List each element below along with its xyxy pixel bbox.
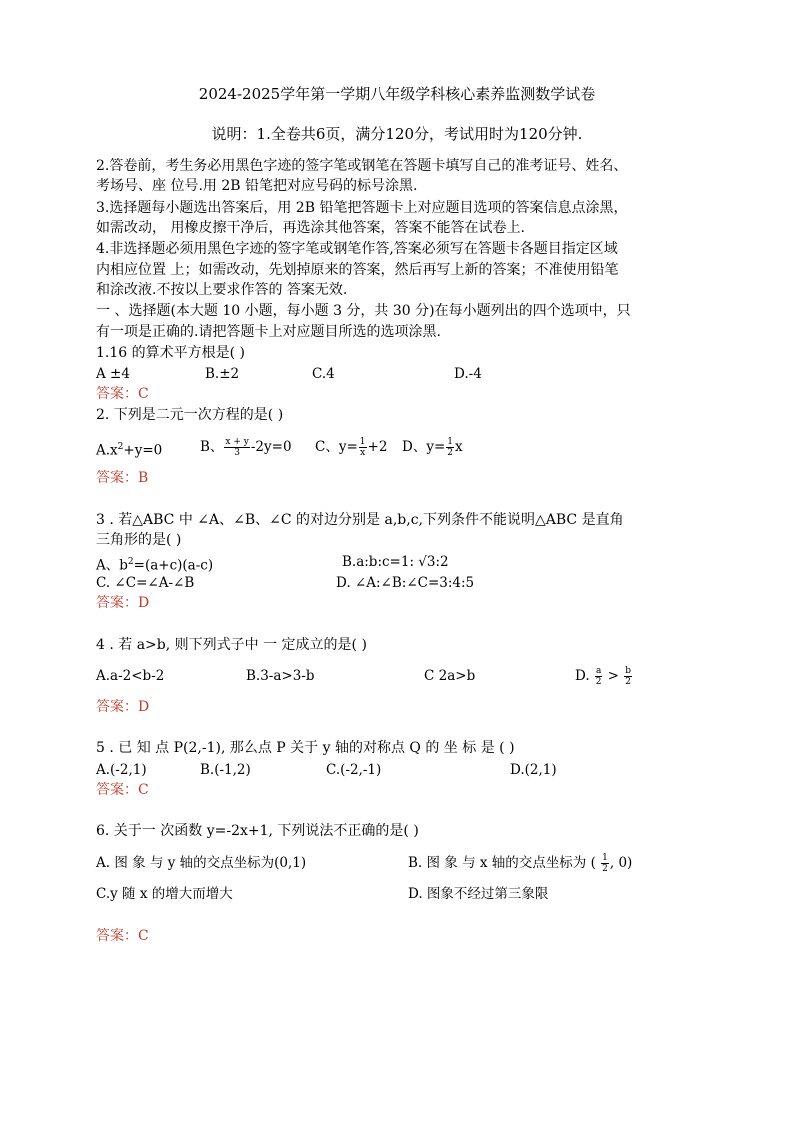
- q2-a-text: A.x: [96, 442, 118, 459]
- q2-c-denominator: x: [360, 448, 366, 458]
- q3-stem-b: 三角形的是( ): [96, 532, 182, 548]
- q6-b-fraction: [601, 853, 609, 874]
- instruction-3b: 如需改动， 用橡皮擦干净后，再选涂其他答案，答案不能答在试卷上.: [96, 220, 525, 236]
- q4-option-b: B.3-a>3-b: [246, 668, 315, 684]
- q3-a-rest: =(a+c)(a-c): [133, 557, 214, 574]
- q3-answer: 答案：D: [96, 595, 150, 611]
- q3-a-exponent: 2: [127, 557, 134, 567]
- q4-option-d: [575, 666, 633, 687]
- q2-d-numerator: 1: [447, 437, 453, 447]
- q2-option-b: [200, 437, 292, 458]
- q2-answer: 答案：B: [96, 470, 149, 486]
- q4-d-prefix: D.: [575, 668, 590, 684]
- instruction-4b: 内相应位置 上；如需改动，先划掉原来的答案，然后再写上新的答案；不准使用铅笔: [96, 262, 619, 278]
- q6-option-c: C.y 随 x 的增大而增大: [96, 886, 233, 902]
- q6-b-rest: , 0): [609, 855, 633, 871]
- q6-answer: 答案：C: [96, 928, 149, 944]
- instruction-3a: 3.选择题每小题选出答案后，用 2B 铅笔把答题卡上对应题目选项的答案信息点涂黑，: [96, 200, 628, 216]
- q4-d-fraction-1: [595, 666, 602, 687]
- q1-option-d: D.-4: [454, 366, 482, 382]
- q5-option-d: D.(2,1): [510, 762, 557, 778]
- q2-b-fraction: [224, 437, 249, 458]
- q2-d-rest: x: [455, 439, 463, 455]
- q4-answer: 答案：D: [96, 699, 150, 715]
- q2-option-c: [315, 437, 387, 458]
- section-heading-b: 有一项是正确的.请把答题卡上对应题目所选的选项涂黑.: [96, 324, 441, 340]
- q2-d-denominator: 2: [447, 448, 453, 458]
- q4-stem: 4 . 若 a>b, 则下列式子中 一 定成立的是( ): [96, 637, 367, 653]
- q5-answer: 答案：C: [96, 782, 149, 798]
- q6-option-b: [408, 853, 632, 874]
- q2-b-prefix: B、: [200, 439, 224, 455]
- instruction-4c: 和涂改液.不按以上要求作答的 答案无效.: [96, 282, 348, 298]
- q2-b-rest: -2y=0: [250, 439, 292, 455]
- q2-c-fraction: [359, 437, 367, 458]
- q5-option-c: C.(-2,-1): [326, 762, 382, 778]
- q5-stem: 5 . 已 知 点 P(2,-1), 那么点 P 关于 y 轴的对称点 Q 的 坐 标 是 ( ): [96, 740, 515, 756]
- q4-option-a: A.a-2<b-2: [96, 668, 165, 684]
- q2-option-a: [96, 437, 162, 461]
- q1-option-b: B.±2: [205, 366, 240, 382]
- exam-title: 2024-2025学年第一学期八年级学科核心素养监测数学试卷: [198, 85, 596, 103]
- instruction-1: 说明：1.全卷共6页，满分120分，考试用时为120分钟.: [211, 125, 583, 143]
- q2-c-numerator: 1: [359, 437, 366, 447]
- q3-option-a: [96, 552, 213, 576]
- q5-option-b: B.(-1,2): [200, 762, 251, 778]
- q6-option-a: A. 图 象 与 y 轴的交点坐标为(0,1): [96, 855, 307, 871]
- q6-b-numerator: 1: [602, 853, 608, 863]
- instruction-2b: 考场号、座 位号.用 2B 铅笔把对应号码的标号涂黑.: [96, 178, 418, 194]
- q2-a-exponent: 2: [117, 442, 124, 452]
- q1-stem: 1.16 的算术平方根是( ): [96, 345, 245, 361]
- q6-b-prefix: B. 图 象 与 x 轴的交点坐标为 (: [408, 855, 596, 871]
- q1-option-c: C.4: [312, 366, 335, 382]
- instruction-2a: 2.答卷前，考生务必用黑色字迹的签字笔或钢笔在答题卡填写自己的准考证号、姓名、: [96, 158, 628, 174]
- q1-option-a: A ±4: [96, 366, 130, 382]
- q2-c-rest: +2: [367, 439, 388, 455]
- q3-option-d: D. ∠A:∠B:∠C=3:4:5: [336, 575, 475, 591]
- q6-stem: 6. 关于一 次函数 y=-2x+1, 下列说法不正确的是( ): [96, 823, 419, 839]
- q2-d-fraction: [446, 437, 454, 458]
- q3-option-b: B.a:b:c=1: √3:2: [342, 554, 449, 570]
- q4-d-comparison: >: [607, 668, 619, 684]
- q6-option-d: D. 图象不经过第三象限: [408, 886, 549, 902]
- q4-d-numerator-1: a: [595, 666, 602, 676]
- q4-option-c: C 2a>b: [424, 668, 476, 684]
- q2-c-prefix: C、y=: [315, 439, 358, 455]
- q1-answer: 答案：C: [96, 386, 149, 402]
- q2-option-d: [402, 437, 463, 458]
- q3-option-c: C. ∠C=∠A-∠B: [96, 575, 195, 591]
- q2-stem: 2. 下列是二元一次方程的是( ): [96, 407, 284, 423]
- section-heading-a: 一 、选择题(本大题 10 小题，每小题 3 分，共 30 分)在每小题列出的四个选项中，只: [96, 303, 631, 319]
- q4-d-fraction-2: [624, 666, 632, 687]
- q4-d-denominator-1: 2: [595, 677, 602, 687]
- instruction-4a: 4.非选择题必须用黑色字迹的签字笔或钢笔作答,答案必须写在答题卡各题目指定区域: [96, 241, 618, 257]
- q4-d-denominator-2: 2: [625, 677, 631, 687]
- q2-b-denominator: 3: [234, 448, 240, 458]
- q2-d-prefix: D、y=: [402, 439, 446, 455]
- q2-a-rest: +y=0: [123, 442, 163, 459]
- q4-d-numerator-2: b: [625, 666, 631, 676]
- q3-stem-a: 3 . 若△ABC 中 ∠A、∠B、∠C 的对边分别是 a,b,c,下列条件不能说明△ABC 是直角: [96, 512, 624, 528]
- q5-option-a: A.(-2,1): [96, 762, 147, 778]
- q6-b-denominator: 2: [602, 864, 608, 874]
- q3-a-text: A、b: [96, 557, 128, 574]
- q2-b-numerator: x + y: [225, 437, 249, 447]
